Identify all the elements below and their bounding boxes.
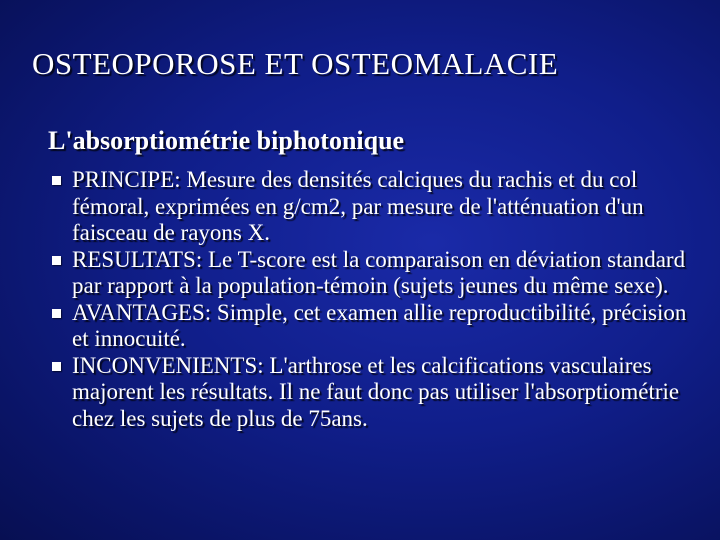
square-bullet-icon	[52, 256, 61, 265]
bullet-text: PRINCIPE: Mesure des densités calciques du rachis et du col fémoral, exprimées en g/cm2, par mesure de l'atténuation d'un faisceau de rayons X.	[72, 167, 644, 245]
slide-title: OSTEOPOROSE ET OSTEOMALACIE	[32, 46, 559, 81]
bullet-resultats	[48, 247, 688, 300]
square-bullet-icon	[52, 176, 61, 185]
square-bullet-icon	[52, 362, 61, 371]
bullet-principe	[48, 167, 688, 247]
bullet-avantages	[48, 300, 688, 353]
bullet-text: INCONVENIENTS: L'arthrose et les calcifications vasculaires majorent les résultats. Il ne faut donc pas utiliser l'absorptiométrie chez les sujets de plus de 75ans.	[72, 352, 680, 431]
bullet-text: AVANTAGES: Simple, cet examen allie reproductibilité, précision et innocuité.	[72, 299, 687, 351]
bullet-list	[48, 167, 688, 432]
bullet-inconvenients	[48, 353, 688, 433]
slide-subtitle: L'absorptiométrie biphotonique	[48, 126, 405, 155]
square-bullet-icon	[52, 309, 61, 318]
bullet-text: RESULTATS: Le T-score est la comparaison en déviation standard par rapport à la population-témoin (sujets jeunes du même sexe).	[72, 246, 686, 298]
